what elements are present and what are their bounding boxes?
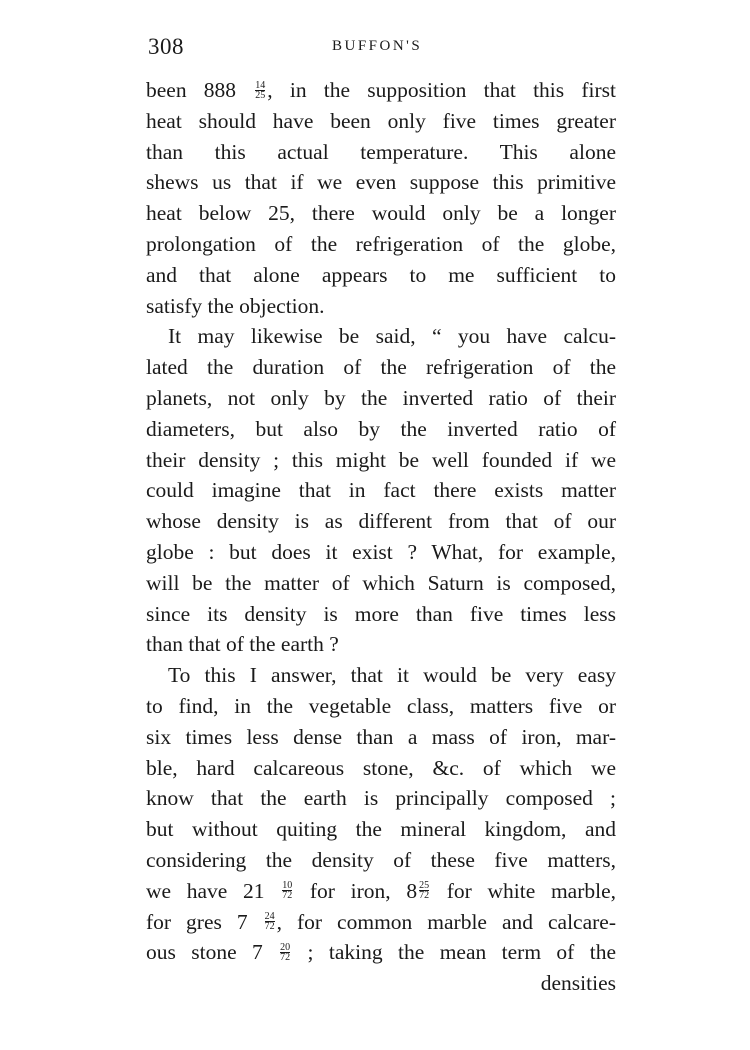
fraction: $\frac{20}{72}$ — [280, 941, 291, 963]
text-line: six times less dense than a mass of iron, mar- — [146, 724, 616, 749]
text-line: been 888 $\frac{14}{25}$ , in the supposition that this first — [146, 78, 616, 102]
text-line: will be the matter of which Saturn is composed, — [146, 570, 616, 595]
text-line: ous stone 7 $\frac{20}{72}$ ; taking the mean term of the — [146, 940, 616, 965]
text-line: shews us that if we even suppose this primitive — [146, 170, 616, 195]
text-line: since its density is more than five times less — [146, 601, 616, 626]
text-line: know that the earth is principally composed ; — [146, 786, 616, 811]
text-line: globe : but does it exist ? What, for example, — [146, 539, 616, 564]
text-line: than this actual temperature. This alone — [146, 139, 616, 164]
catchword: densities — [540, 971, 616, 996]
running-title: BUFFON'S — [332, 38, 423, 54]
text-line: to find, in the vegetable class, matters five or — [146, 693, 616, 718]
text-line: could imagine that in fact there exists matter — [146, 478, 616, 503]
page-number: 308 — [148, 34, 184, 59]
text-line: satisfy the objection. — [146, 293, 325, 318]
fraction: $\frac{14}{25}$ — [255, 79, 266, 101]
text-line: than that of the earth ? — [146, 632, 339, 657]
text-line: lated the duration of the refrigeration of the — [146, 355, 616, 380]
fraction: $\frac{25}{72}$ — [419, 880, 430, 902]
text-line: whose density is as different from that of our — [146, 509, 616, 534]
text-line: and that alone appears to me sufficient to — [146, 262, 616, 287]
text-line: considering the density of these five matters, — [146, 847, 616, 872]
text-line: planets, not only by the inverted ratio of their — [146, 385, 616, 410]
text-line: we have 21 $\frac{10}{72}$ for iron, 8 $\frac{25}{72}$ for white marble, — [146, 878, 617, 903]
text-line: diameters, but also by the inverted ratio of — [146, 416, 616, 441]
body-text — [146, 75, 616, 999]
text-line: but without quiting the mineral kingdom, and — [146, 817, 616, 842]
text-line: ble, hard calcareous stone, &c. of which we — [146, 755, 616, 780]
text-line: their density ; this might be well founded if we — [146, 447, 616, 472]
text-line: It may likewise be said, “ you have calcu- — [168, 324, 616, 349]
text-line: for gres 7 $\frac{24}{72}$ , for common marble and calcare- — [146, 909, 617, 934]
text-line: heat should have been only five times greater — [146, 108, 616, 133]
text-line: To this I answer, that it would be very easy — [168, 663, 616, 688]
fraction: $\frac{10}{72}$ — [282, 880, 293, 902]
running-head — [148, 34, 618, 64]
fraction: $\frac{24}{72}$ — [264, 911, 275, 933]
text-line: heat below 25, there would only be a longer — [146, 201, 616, 226]
text-line: prolongation of the refrigeration of the globe, — [146, 231, 616, 256]
